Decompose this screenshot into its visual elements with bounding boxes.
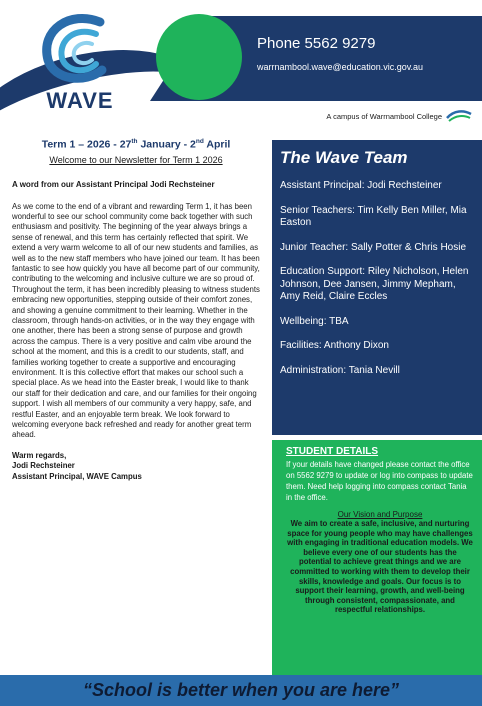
email-address[interactable]: warrnambool.wave@education.vic.gov.au: [257, 62, 424, 72]
staff-assistant-principal: Assistant Principal: Jodi Rechsteiner: [280, 180, 442, 191]
vision-title: Our Vision and Purpose: [337, 510, 423, 519]
header-navy-band: [205, 16, 482, 101]
term-dates: Term 1 – 2026 - 27th January - 2nd April: [41, 138, 231, 151]
principal-message-heading: A word from our Assistant Principal Jodi Rechsteiner: [12, 179, 215, 189]
wave-logo: [30, 10, 140, 115]
campus-note: A campus of Warrnambool College: [326, 112, 442, 121]
staff-wellbeing: Wellbeing: TBA: [280, 315, 349, 327]
sign-name: Jodi Rechsteiner: [12, 461, 75, 471]
welcome-line: Welcome to our Newsletter for Term 1 2026: [49, 154, 223, 165]
logo-text: WAVE: [46, 88, 114, 113]
staff-senior-teachers: Senior Teachers: Tim Kelly Ben Miller, Mia Easton: [280, 204, 467, 228]
staff-education-support: Education Support: Riley Nicholson, Helen Johnson, Dee Jansen, Jimmy Mepham, Amy Reid, Claire Eccles: [280, 266, 469, 302]
principal-message-body: As we come to the end of a vibrant and rewarding Term 1, it has been wonderful to see our school community come back together with such enthusiasm and positivity. The beginning of the year always brings a sense of renewal, and this term has certainly reflected that spirit. We extend a very warm welcome to all of our new students and families, as well as to the new staff members who have joined our team. It has been fantastic to see how quickly you have all become part of our community, contributing to the welcoming and inclusive culture we are so proud of. Throughout the term, it has been incredibly pleasing to witness students embracing new opportunities, stepping outside of their comfort zones, and showing a genuine commitment to their learning. Whether in the classroom, through hands-on activities, or in the way they engage with one another, there has been a strong sense of purpose and growth across the campus. There is a very positive and calm vibe around the school at the moment, and this is a credit to our students, staff, and families working together to create a supportive and encouraging environment. It is this collective effort that makes our school such a special place. As we head into the Easter break, I would like to thank our staff for their dedication and care, and our families for their ongoing support. I wish all members of our community a very happy, safe, and restful Easter, and an enjoyable term break. We look forward to welcoming everyone back refreshed and ready for another great term ahead.: [12, 201, 260, 440]
phone-number: Phone 5562 9279: [257, 35, 376, 52]
team-panel: [272, 140, 482, 435]
newsletter-main-column: [0, 130, 270, 675]
college-logo-icon: [446, 108, 472, 122]
staff-administration: Administration: Tania Nevill: [280, 364, 400, 376]
wave-logo-icon: [30, 10, 130, 90]
slogan-footer: [0, 675, 482, 706]
header-green-circle: [156, 14, 242, 100]
team-title: The Wave Team: [280, 148, 408, 167]
vision-body: We aim to create a safe, inclusive, and nurturing space for young people who may have challenges with engaging in traditional education models. We believe every one of our students has the potential to achieve great things and we are committed to working with them to develop their skills, knowledge and goals. Our focus is to support their learning, growth, and well-being through consistent, compassionate, and respectful relationships.: [287, 519, 473, 615]
sign-off-block: [12, 451, 260, 482]
sign-title: Assistant Principal, WAVE Campus: [12, 471, 142, 481]
student-details-body: If your details have changed please contact the office on 5562 9279 to update or log into compass to update them. Need help logging into compass contact Tania in the office.: [286, 460, 473, 502]
staff-facilities: Facilities: Anthony Dixon: [280, 340, 389, 351]
student-details-title: STUDENT DETAILS: [286, 446, 379, 457]
slogan-text: “School is better when you are here”: [82, 680, 400, 700]
newsletter-header: [0, 0, 482, 130]
student-details-panel: [272, 440, 482, 675]
sign-off: Warm regards,: [12, 450, 67, 460]
staff-junior-teacher: Junior Teacher: Sally Potter & Chris Hosie: [280, 241, 467, 253]
